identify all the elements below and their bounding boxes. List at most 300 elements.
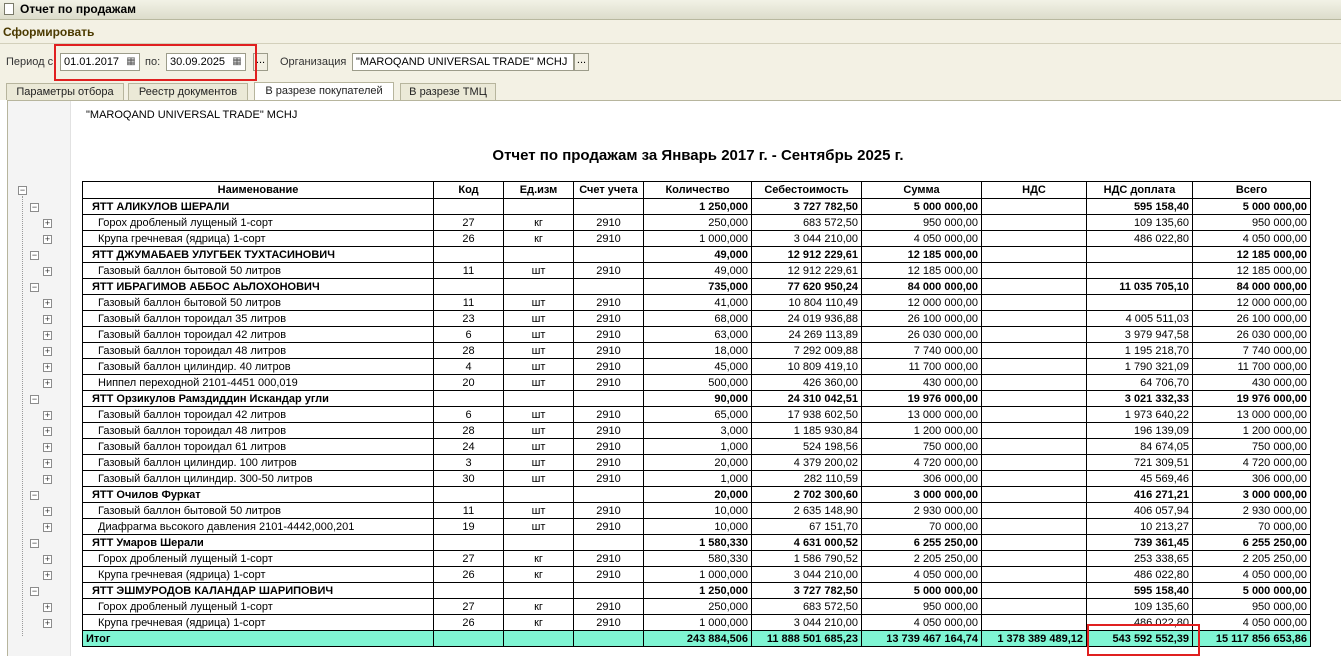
collapse-group-icon[interactable]: − bbox=[31, 490, 38, 500]
table-row[interactable] bbox=[83, 615, 1311, 631]
cell-cost: 282 110,59 bbox=[752, 471, 862, 487]
cell-name: Крупа гречневая (ядрица) 1-сорт bbox=[83, 567, 434, 583]
cell-code: 26 bbox=[434, 231, 504, 247]
generate-button[interactable]: Сформировать bbox=[3, 25, 95, 39]
cell-sum: 2 930 000,00 bbox=[862, 503, 982, 519]
cell-unit bbox=[504, 535, 574, 551]
cell-vat_add: 739 361,45 bbox=[1087, 535, 1193, 551]
expand-row-icon[interactable]: + bbox=[44, 570, 51, 580]
cell-name: Газовый баллон цилиндир. 100 литров bbox=[83, 455, 434, 471]
cell-code bbox=[434, 583, 504, 599]
cell-qty: 18,000 bbox=[644, 343, 752, 359]
cell-cost: 7 292 009,88 bbox=[752, 343, 862, 359]
cell-unit bbox=[504, 279, 574, 295]
cell-name: Крупа гречневая (ядрица) 1-сорт bbox=[83, 231, 434, 247]
cell-cost: 524 198,56 bbox=[752, 439, 862, 455]
cell-sum: 26 030 000,00 bbox=[862, 327, 982, 343]
cell-qty: 49,000 bbox=[644, 263, 752, 279]
column-header: Всего bbox=[1193, 182, 1311, 199]
cell-cost: 4 631 000,52 bbox=[752, 535, 862, 551]
cell-vat_add: 10 213,27 bbox=[1087, 519, 1193, 535]
cell-unit: шт bbox=[504, 311, 574, 327]
cell-code bbox=[434, 279, 504, 295]
cell-vat bbox=[982, 327, 1087, 343]
cell-total: 3 000 000,00 bbox=[1193, 487, 1311, 503]
cell-name: Газовый баллон цилиндир. 40 литров bbox=[83, 359, 434, 375]
cell-name: Горох дробленый лущеный 1-сорт bbox=[83, 215, 434, 231]
total-cell-vat: 1 378 389 489,12 bbox=[982, 631, 1087, 647]
cell-sum: 12 185 000,00 bbox=[862, 247, 982, 263]
cell-name: ЯТТ Орзикулов Рамздиддин Искандар угли bbox=[83, 391, 434, 407]
cell-sum: 19 976 000,00 bbox=[862, 391, 982, 407]
expand-row-icon[interactable]: + bbox=[44, 506, 51, 516]
cell-qty: 1 000,000 bbox=[644, 231, 752, 247]
toolbar bbox=[0, 20, 1341, 44]
cell-qty: 63,000 bbox=[644, 327, 752, 343]
cell-cost: 12 912 229,61 bbox=[752, 247, 862, 263]
cell-name: Крупа гречневая (ядрица) 1-сорт bbox=[83, 615, 434, 631]
cell-acct: 2910 bbox=[574, 263, 644, 279]
period-from-field[interactable] bbox=[60, 53, 140, 71]
collapse-group-icon[interactable]: − bbox=[31, 282, 38, 292]
org-field[interactable] bbox=[352, 53, 574, 71]
cell-code bbox=[434, 391, 504, 407]
cell-vat_add: 109 135,60 bbox=[1087, 599, 1193, 615]
cell-acct bbox=[574, 199, 644, 215]
table-row[interactable] bbox=[83, 439, 1311, 455]
cell-name: Газовый баллон тороидал 48 литров bbox=[83, 343, 434, 359]
cell-cost: 2 635 148,90 bbox=[752, 503, 862, 519]
expand-row-icon[interactable]: + bbox=[44, 378, 51, 388]
cell-vat_add: 486 022,80 bbox=[1087, 615, 1193, 631]
cell-code: 19 bbox=[434, 519, 504, 535]
expand-row-icon[interactable]: + bbox=[44, 410, 51, 420]
tab-filter-params[interactable]: Параметры отбора bbox=[6, 83, 124, 100]
cell-qty: 1,000 bbox=[644, 471, 752, 487]
expand-row-icon[interactable]: + bbox=[44, 218, 51, 228]
total-cell-unit bbox=[504, 631, 574, 647]
cell-code: 11 bbox=[434, 503, 504, 519]
cell-acct: 2910 bbox=[574, 295, 644, 311]
cell-vat bbox=[982, 503, 1087, 519]
report-title: Отчет по продажам за Январь 2017 г. - Сентябрь 2025 г. bbox=[492, 147, 904, 164]
table-row[interactable] bbox=[83, 359, 1311, 375]
expand-row-icon[interactable]: + bbox=[44, 266, 51, 276]
cell-total: 11 700 000,00 bbox=[1193, 359, 1311, 375]
cell-qty: 90,000 bbox=[644, 391, 752, 407]
cell-qty: 45,000 bbox=[644, 359, 752, 375]
cell-vat_add: 3 979 947,58 bbox=[1087, 327, 1193, 343]
cell-vat_add: 4 005 511,03 bbox=[1087, 311, 1193, 327]
cell-cost: 10 804 110,49 bbox=[752, 295, 862, 311]
tab-by-goods[interactable]: В разрезе ТМЦ bbox=[400, 83, 496, 100]
cell-acct: 2910 bbox=[574, 407, 644, 423]
cell-total: 2 930 000,00 bbox=[1193, 503, 1311, 519]
total-cell-sum: 13 739 467 164,74 bbox=[862, 631, 982, 647]
cell-vat bbox=[982, 519, 1087, 535]
cell-sum: 7 740 000,00 bbox=[862, 343, 982, 359]
cell-acct bbox=[574, 583, 644, 599]
cell-sum: 84 000 000,00 bbox=[862, 279, 982, 295]
cell-unit: шт bbox=[504, 471, 574, 487]
cell-vat bbox=[982, 551, 1087, 567]
expand-row-icon[interactable]: + bbox=[44, 618, 51, 628]
table-row[interactable] bbox=[83, 375, 1311, 391]
cell-unit: шт bbox=[504, 359, 574, 375]
cell-name: Газовый баллон тороидал 35 литров bbox=[83, 311, 434, 327]
cell-code: 11 bbox=[434, 263, 504, 279]
cell-acct bbox=[574, 247, 644, 263]
cell-sum: 4 050 000,00 bbox=[862, 231, 982, 247]
cell-unit: кг bbox=[504, 615, 574, 631]
expand-row-icon[interactable]: + bbox=[44, 474, 51, 484]
collapse-group-icon[interactable]: − bbox=[31, 586, 38, 596]
cell-vat bbox=[982, 487, 1087, 503]
cell-code bbox=[434, 535, 504, 551]
cell-cost: 24 310 042,51 bbox=[752, 391, 862, 407]
table-header bbox=[83, 182, 1311, 199]
cell-name: Газовый баллон тороидал 48 литров bbox=[83, 423, 434, 439]
table-row[interactable] bbox=[83, 567, 1311, 583]
cell-qty: 41,000 bbox=[644, 295, 752, 311]
cell-total: 950 000,00 bbox=[1193, 599, 1311, 615]
cell-total: 5 000 000,00 bbox=[1193, 199, 1311, 215]
cell-total: 4 050 000,00 bbox=[1193, 231, 1311, 247]
cell-vat_add: 3 021 332,33 bbox=[1087, 391, 1193, 407]
cell-cost: 1 586 790,52 bbox=[752, 551, 862, 567]
expand-row-icon[interactable]: + bbox=[44, 298, 51, 308]
expand-row-icon[interactable]: + bbox=[44, 522, 51, 532]
cell-qty: 10,000 bbox=[644, 503, 752, 519]
cell-qty: 3,000 bbox=[644, 423, 752, 439]
table-row[interactable] bbox=[83, 343, 1311, 359]
collapse-group-icon[interactable]: − bbox=[31, 538, 38, 548]
cell-vat bbox=[982, 423, 1087, 439]
cell-qty: 580,330 bbox=[644, 551, 752, 567]
expand-row-icon[interactable]: + bbox=[44, 602, 51, 612]
cell-vat bbox=[982, 391, 1087, 407]
cell-code: 26 bbox=[434, 567, 504, 583]
cell-code: 28 bbox=[434, 423, 504, 439]
cell-qty: 1 000,000 bbox=[644, 615, 752, 631]
cell-sum: 12 000 000,00 bbox=[862, 295, 982, 311]
cell-sum: 1 200 000,00 bbox=[862, 423, 982, 439]
cell-qty: 1 000,000 bbox=[644, 567, 752, 583]
customer-group-row[interactable] bbox=[83, 535, 1311, 551]
cell-code: 20 bbox=[434, 375, 504, 391]
period-to-field[interactable] bbox=[166, 53, 246, 71]
cell-qty: 250,000 bbox=[644, 599, 752, 615]
collapse-group-icon[interactable]: − bbox=[31, 250, 38, 260]
window-title: Отчет по продажам bbox=[20, 2, 137, 16]
collapse-group-icon[interactable]: − bbox=[31, 202, 38, 212]
cell-total: 19 976 000,00 bbox=[1193, 391, 1311, 407]
cell-unit: кг bbox=[504, 215, 574, 231]
expand-row-icon[interactable]: + bbox=[44, 458, 51, 468]
expand-row-icon[interactable]: + bbox=[44, 346, 51, 356]
cell-total: 4 050 000,00 bbox=[1193, 615, 1311, 631]
table-row[interactable] bbox=[83, 327, 1311, 343]
column-header: Себестоимость bbox=[752, 182, 862, 199]
customer-group-row[interactable] bbox=[83, 487, 1311, 503]
cell-sum: 5 000 000,00 bbox=[862, 199, 982, 215]
table-row[interactable] bbox=[83, 295, 1311, 311]
cell-vat bbox=[982, 471, 1087, 487]
cell-name: ЯТТ АЛИКУЛОВ ШЕРАЛИ bbox=[83, 199, 434, 215]
cell-vat_add: 1 195 218,70 bbox=[1087, 343, 1193, 359]
expand-row-icon[interactable]: + bbox=[44, 442, 51, 452]
cell-acct: 2910 bbox=[574, 503, 644, 519]
cell-qty: 20,000 bbox=[644, 487, 752, 503]
report-org: "MAROQAND UNIVERSAL TRADE" MCHJ bbox=[86, 109, 298, 121]
table-row[interactable] bbox=[83, 407, 1311, 423]
cell-vat_add: 84 674,05 bbox=[1087, 439, 1193, 455]
cell-code: 27 bbox=[434, 215, 504, 231]
cell-vat bbox=[982, 279, 1087, 295]
cell-unit bbox=[504, 247, 574, 263]
total-row bbox=[83, 631, 1311, 647]
cell-total: 26 030 000,00 bbox=[1193, 327, 1311, 343]
cell-acct: 2910 bbox=[574, 327, 644, 343]
cell-qty: 49,000 bbox=[644, 247, 752, 263]
expand-row-icon[interactable]: + bbox=[44, 426, 51, 436]
cell-acct: 2910 bbox=[574, 615, 644, 631]
org-value: "MAROQAND UNIVERSAL TRADE" MCHJ bbox=[356, 56, 568, 68]
cell-code bbox=[434, 487, 504, 503]
cell-vat_add bbox=[1087, 295, 1193, 311]
cell-name: ЯТТ ДЖУМАБАЕВ УЛУГБЕК ТУХТАСИНОВИЧ bbox=[83, 247, 434, 263]
customer-group-row[interactable] bbox=[83, 391, 1311, 407]
total-cell-cost: 11 888 501 685,23 bbox=[752, 631, 862, 647]
cell-qty: 500,000 bbox=[644, 375, 752, 391]
cell-sum: 13 000 000,00 bbox=[862, 407, 982, 423]
cell-code: 27 bbox=[434, 599, 504, 615]
column-header: Сумма bbox=[862, 182, 982, 199]
cell-vat bbox=[982, 375, 1087, 391]
cell-total: 430 000,00 bbox=[1193, 375, 1311, 391]
cell-vat bbox=[982, 215, 1087, 231]
cell-acct: 2910 bbox=[574, 215, 644, 231]
cell-vat_add: 1 790 321,09 bbox=[1087, 359, 1193, 375]
table-row[interactable] bbox=[83, 423, 1311, 439]
collapse-all-icon[interactable]: − bbox=[19, 185, 26, 195]
cell-vat bbox=[982, 231, 1087, 247]
cell-sum: 430 000,00 bbox=[862, 375, 982, 391]
table-row[interactable] bbox=[83, 551, 1311, 567]
cell-unit bbox=[504, 487, 574, 503]
cell-sum: 12 185 000,00 bbox=[862, 263, 982, 279]
cell-vat bbox=[982, 439, 1087, 455]
expand-row-icon[interactable]: + bbox=[44, 554, 51, 564]
org-label: Организация bbox=[280, 56, 347, 68]
cell-total: 6 255 250,00 bbox=[1193, 535, 1311, 551]
cell-cost: 3 044 210,00 bbox=[752, 567, 862, 583]
column-header: Код bbox=[434, 182, 504, 199]
cell-unit: шт bbox=[504, 439, 574, 455]
cell-unit: шт bbox=[504, 407, 574, 423]
cell-cost: 2 702 300,60 bbox=[752, 487, 862, 503]
report-icon bbox=[4, 3, 14, 15]
column-header: НДС bbox=[982, 182, 1087, 199]
cell-qty: 1,000 bbox=[644, 439, 752, 455]
cell-qty: 735,000 bbox=[644, 279, 752, 295]
cell-code: 4 bbox=[434, 359, 504, 375]
cell-unit: кг bbox=[504, 599, 574, 615]
cell-vat_add: 486 022,80 bbox=[1087, 567, 1193, 583]
cell-name: Газовый баллон тороидал 61 литров bbox=[83, 439, 434, 455]
cell-sum: 4 050 000,00 bbox=[862, 567, 982, 583]
cell-total: 13 000 000,00 bbox=[1193, 407, 1311, 423]
column-header: Счет учета bbox=[574, 182, 644, 199]
cell-vat bbox=[982, 295, 1087, 311]
cell-acct: 2910 bbox=[574, 519, 644, 535]
expand-row-icon[interactable]: + bbox=[44, 314, 51, 324]
table-row[interactable] bbox=[83, 455, 1311, 471]
cell-acct: 2910 bbox=[574, 455, 644, 471]
calendar-icon[interactable]: ▦ bbox=[232, 56, 242, 67]
cell-vat_add: 196 139,09 bbox=[1087, 423, 1193, 439]
cell-vat bbox=[982, 455, 1087, 471]
cell-acct bbox=[574, 487, 644, 503]
period-to-value: 30.09.2025 bbox=[170, 56, 226, 68]
cell-total: 1 200 000,00 bbox=[1193, 423, 1311, 439]
cell-name: Газовый баллон бытовой 50 литров bbox=[83, 295, 434, 311]
cell-unit: шт bbox=[504, 503, 574, 519]
cell-code: 23 bbox=[434, 311, 504, 327]
params-panel bbox=[0, 44, 1341, 82]
cell-acct: 2910 bbox=[574, 439, 644, 455]
customer-group-row[interactable] bbox=[83, 583, 1311, 599]
cell-vat_add: 253 338,65 bbox=[1087, 551, 1193, 567]
cell-name: Горох дробленый лущеный 1-сорт bbox=[83, 551, 434, 567]
table-row[interactable] bbox=[83, 471, 1311, 487]
table-row[interactable] bbox=[83, 503, 1311, 519]
cell-vat bbox=[982, 615, 1087, 631]
cell-name: Газовый баллон цилиндир. 300-50 литров bbox=[83, 471, 434, 487]
expand-row-icon[interactable]: + bbox=[44, 234, 51, 244]
cell-qty: 1 580,330 bbox=[644, 535, 752, 551]
cell-cost: 426 360,00 bbox=[752, 375, 862, 391]
cell-acct: 2910 bbox=[574, 359, 644, 375]
cell-total: 12 185 000,00 bbox=[1193, 263, 1311, 279]
cell-vat bbox=[982, 247, 1087, 263]
cell-name: Газовый баллон бытовой 50 литров bbox=[83, 503, 434, 519]
table-row[interactable] bbox=[83, 215, 1311, 231]
cell-total: 306 000,00 bbox=[1193, 471, 1311, 487]
customer-group-row[interactable] bbox=[83, 199, 1311, 215]
cell-code: 30 bbox=[434, 471, 504, 487]
column-header: Наименование bbox=[83, 182, 434, 199]
period-select-button[interactable]: ... bbox=[253, 53, 268, 71]
cell-sum: 70 000,00 bbox=[862, 519, 982, 535]
cell-name: ЯТТ Очилов Фуркат bbox=[83, 487, 434, 503]
cell-cost: 77 620 950,24 bbox=[752, 279, 862, 295]
cell-total: 84 000 000,00 bbox=[1193, 279, 1311, 295]
column-header: Ед.изм bbox=[504, 182, 574, 199]
column-header: НДС доплата bbox=[1087, 182, 1193, 199]
cell-sum: 2 205 250,00 bbox=[862, 551, 982, 567]
cell-vat bbox=[982, 311, 1087, 327]
total-cell-vat_add: 543 592 552,39 bbox=[1087, 631, 1193, 647]
cell-acct: 2910 bbox=[574, 599, 644, 615]
cell-acct bbox=[574, 279, 644, 295]
cell-vat bbox=[982, 343, 1087, 359]
cell-sum: 26 100 000,00 bbox=[862, 311, 982, 327]
cell-cost: 3 044 210,00 bbox=[752, 231, 862, 247]
period-from-value: 01.01.2017 bbox=[64, 56, 120, 68]
cell-cost: 4 379 200,02 bbox=[752, 455, 862, 471]
cell-cost: 683 572,50 bbox=[752, 599, 862, 615]
cell-code: 11 bbox=[434, 295, 504, 311]
report-table bbox=[82, 181, 1311, 647]
cell-cost: 24 269 113,89 bbox=[752, 327, 862, 343]
cell-sum: 4 050 000,00 bbox=[862, 615, 982, 631]
cell-qty: 10,000 bbox=[644, 519, 752, 535]
tab-bar bbox=[0, 82, 1341, 100]
cell-code: 6 bbox=[434, 407, 504, 423]
cell-sum: 3 000 000,00 bbox=[862, 487, 982, 503]
cell-qty: 1 250,000 bbox=[644, 199, 752, 215]
expand-row-icon[interactable]: + bbox=[44, 330, 51, 340]
cell-vat bbox=[982, 599, 1087, 615]
cell-cost: 10 809 419,10 bbox=[752, 359, 862, 375]
cell-code: 27 bbox=[434, 551, 504, 567]
cell-total: 5 000 000,00 bbox=[1193, 583, 1311, 599]
customer-group-row[interactable] bbox=[83, 279, 1311, 295]
cell-sum: 306 000,00 bbox=[862, 471, 982, 487]
table-row[interactable] bbox=[83, 263, 1311, 279]
cell-vat bbox=[982, 583, 1087, 599]
cell-cost: 17 938 602,50 bbox=[752, 407, 862, 423]
cell-name: Ниппел переходной 2101-4451 000,019 bbox=[83, 375, 434, 391]
cell-total: 750 000,00 bbox=[1193, 439, 1311, 455]
table-row[interactable] bbox=[83, 311, 1311, 327]
cell-vat bbox=[982, 407, 1087, 423]
tab-documents-registry[interactable]: Реестр документов bbox=[128, 83, 248, 100]
cell-total: 950 000,00 bbox=[1193, 215, 1311, 231]
calendar-icon[interactable]: ▦ bbox=[126, 56, 136, 67]
customer-group-row[interactable] bbox=[83, 247, 1311, 263]
table-row[interactable] bbox=[83, 519, 1311, 535]
tab-by-customers[interactable]: В разрезе покупателей bbox=[254, 82, 394, 101]
cell-qty: 1 250,000 bbox=[644, 583, 752, 599]
cell-code: 6 bbox=[434, 327, 504, 343]
tree-gutter bbox=[8, 101, 71, 656]
org-select-button[interactable]: ... bbox=[574, 53, 589, 71]
cell-acct: 2910 bbox=[574, 375, 644, 391]
tree-line bbox=[22, 196, 23, 636]
table-row[interactable] bbox=[83, 599, 1311, 615]
cell-cost: 683 572,50 bbox=[752, 215, 862, 231]
cell-total: 70 000,00 bbox=[1193, 519, 1311, 535]
cell-cost: 24 019 936,88 bbox=[752, 311, 862, 327]
total-cell-name: Итог bbox=[83, 631, 434, 647]
cell-acct: 2910 bbox=[574, 311, 644, 327]
cell-sum: 750 000,00 bbox=[862, 439, 982, 455]
period-from-label: Период с: bbox=[6, 56, 57, 68]
cell-unit: шт bbox=[504, 343, 574, 359]
table-row[interactable] bbox=[83, 231, 1311, 247]
cell-name: Газовый баллон бытовой 50 литров bbox=[83, 263, 434, 279]
cell-qty: 68,000 bbox=[644, 311, 752, 327]
cell-acct: 2910 bbox=[574, 423, 644, 439]
cell-cost: 67 151,70 bbox=[752, 519, 862, 535]
cell-vat_add: 109 135,60 bbox=[1087, 215, 1193, 231]
cell-vat_add: 416 271,21 bbox=[1087, 487, 1193, 503]
collapse-group-icon[interactable]: − bbox=[31, 394, 38, 404]
cell-sum: 11 700 000,00 bbox=[862, 359, 982, 375]
expand-row-icon[interactable]: + bbox=[44, 362, 51, 372]
